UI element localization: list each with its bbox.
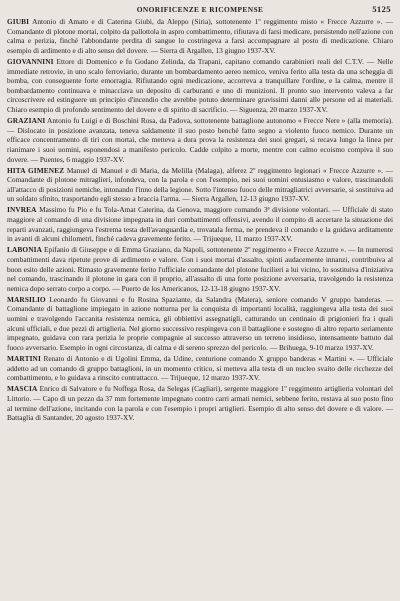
entry-text: Enrico di Salvatore e fu Noffega Rosa, da Selegas (Cagliari), sergente maggiore 1º reggimento artiglieria volontari del Littorio. — Capo di un pezzo da 37 mm fortemente impegnato contro carri armati nemici, sebbene ferito, restava al suo posto fino al termine dell'azione, incitando con la parola e con l'esempio i propri artiglieri. Esempio di alto senso del dovere e di valore. — Battaglia di Santander, 20 agosto 1937-XV. <box>7 384 393 423</box>
citation-entry <box>7 245 393 293</box>
entry-text: Massimo fu Pio e fu Tola-Amat Caterina, da Genova, maggiore comando 3ª divisione volontari. — Ufficiale di stato maggiore al comando di una divisione impegnata in duri combattimenti offensivi, avendo il compito di accertare la situazione dei reparti avanzati, raggiungeva l'estrema testa dell'avanguardia e, trovatala ferma, ne prendeva il comando e la guidava arditamente in avanti di alcuni chilometri, finché cadeva gravemente ferito. — Trijueque, 11 marzo 1937-XV. <box>7 205 393 244</box>
entry-surname: GIOVANNINI <box>7 56 54 66</box>
citation-entry <box>7 166 393 205</box>
entry-surname: MARSILIO <box>7 294 46 304</box>
entry-text: Manuel di Manuel e di Maria, da Melilla (Malaga), alferez 2º reggimento legionari « Frecce Azzurre ». — Comandante di plotone mitraglieri, infondeva, con la parola e con l'esempio, nei suoi uomini entusiasmo e valore, trascinandoli all'attacco di posizioni nemiche, intonando l'inno della legione. Sotto l'intenso fuoco delle mitragliatrici avversarie, si sostituiva ad un soldato sfinito, trasportando egli stesso a braccia l'arma. — Sierra Argallen, 12-13 giugno 1937-XV. <box>7 165 393 204</box>
page-number: 5125 <box>372 4 391 14</box>
citation-entry <box>7 17 393 56</box>
entry-text: Renato di Antonio e di Ugolini Emma, da Udine, centurione comando X gruppo banderas « Martini ». — Ufficiale addetto ad un comando di gruppo battaglioni, in un momento critico, si metteva alla testa di un nucleo svaito delle ricchezze del combattimento, e lo guidava a rinscito contrattacco. — Trijueque, 12 marzo 1937-XV. <box>7 353 393 383</box>
entry-surname: HITA GIMENEZ <box>7 165 65 175</box>
entry-text: Antonio di Amato e di Caterina Giubi, da Aleppo (Siria), sottotenente 1º reggimento misto « Frecce Azzurre ». — Comandante di plotone mortai, colpito da pallottola in aspro combattimento, rifiutava di farsi medicare, persistendo nell'azione con calma e perizia, finché l'abbondante perdita di sangue lo costringeva a farsi accompagnare al posto di medicazione. Chiaro esempio di ardimento e di alto senso del dovere. — Sierra di Argallen, 13 giugno 1937-XV. <box>7 17 393 55</box>
running-title: ONORIFICENZE E RICOMPENSE <box>136 5 264 14</box>
citation-entry <box>7 354 393 383</box>
entry-text: Antonio fu Luigi e di Boschini Rosa, da Padova, sottotenente battaglione autonomo « Frecce Nere » (alla memoria). — Dislocato in posizione avanzata, teneva saldamente il suo posto benché fatto segno a violento fuoco nemico. Durante un efficace concentramento di tiri con mortai, che metteva a dura prova la resistenza dei suoi gregari, si recava lungo la linea per rianimare i suoi uomini, esponendosi a manifesto pericolo. Cadde colpito a morte, mentre con calmo ecoismo compiva il suo dovere. — Puentes, 6 maggio 1937-XV. <box>7 116 393 164</box>
page-header <box>7 5 393 17</box>
citation-list <box>7 17 393 423</box>
entry-text: Epifanio di Giuseppe e di Emma Graziano, da Napoli, sottotenente 2º reggimento « Frecce Azzurre ». — In numerosi combattimenti dava ripetute prove di ardimento e valore. Con i suoi mortai d'assalto, spinti audacemente innanzi, contribuiva al buon esito delle azioni. Rimasto gravemente ferito l'ufficiale comandante del plotone fucilieri a lui vicino, lo sostituiva d'iniziativa nel comando, trascinando il plotone in gara con il proprio, all'assalto di una forte posizione avversaria, travolgendo la resistenza nemica dopo serrato corpo a corpo. — Puerto de los Americanos, 12-13-18 giugno 1937-XV. <box>7 245 393 293</box>
entry-surname: GRAZIANI <box>7 116 46 126</box>
entry-surname: LABONIA <box>7 245 42 255</box>
citation-entry <box>7 205 393 244</box>
entry-text: Ettore di Domenico e fu Godano Zelinda, da Trapani, capitano comando carabinieri reali del C.T.V. — Nelle immediate retrovie, in uno scalo ferroviario, durante un bombardamento aereo nemico, veniva ferito alla testa da una scheggia di bomba, con conseguente forte emorragia. Rifiutando ogni medicazione, accorreva a tranquillare l'ordine, e la calma, mentre il bombardamento continuava e minacciava un deposito di carburanti e uno di munizioni. Il pronto suo intervento valeva a far circoscrivere ed estinguere un principio d'incendio che avrebbe potuto determinare gravissimi danni alle persone ed ai materiali. Chiaro esempio di profondo sentimento del dovere e di spirito di sacrificio. — Siguenza, 20 marzo 1937-XV. <box>7 56 393 115</box>
entry-surname: INVREA <box>7 205 37 215</box>
citation-entry <box>7 57 393 115</box>
citation-entry <box>7 116 393 164</box>
entry-surname: MARTINI <box>7 353 41 363</box>
entry-surname: MASCIA <box>7 384 38 394</box>
entry-surname: GIUBI <box>7 17 30 26</box>
citation-entry <box>7 384 393 423</box>
citation-entry <box>7 295 393 353</box>
entry-text: Leonardo fu Giovanni e fu Rosina Spaziante, da Salandra (Matera), seniore comando V gruppo banderas. — Comandante di battaglione impiegato in azione notturna per la conquista di importanti località, raggiungeva alla testa dei suoi uomini e travolgendo l'accanita resistenza nemica, gli obbiettivi assegnatigli, catturando un centinaio di prigionieri fra i quali alcuni ufficiali, e due pezzi di artiglieria. Nel giorno successivo respingeva con il battaglione e sostegno di altro reparto seriamente impegnato, guidava con rara perizia le proprie compagnie al successo attraverso un terreno insidioso, intensamente battuto dal fuoco avversario. Esempio in ogni circostanza, di calma e di sereno sprezzo del pericolo. — Brihuega, 9-10 marzo 1937-XV. <box>7 294 393 352</box>
